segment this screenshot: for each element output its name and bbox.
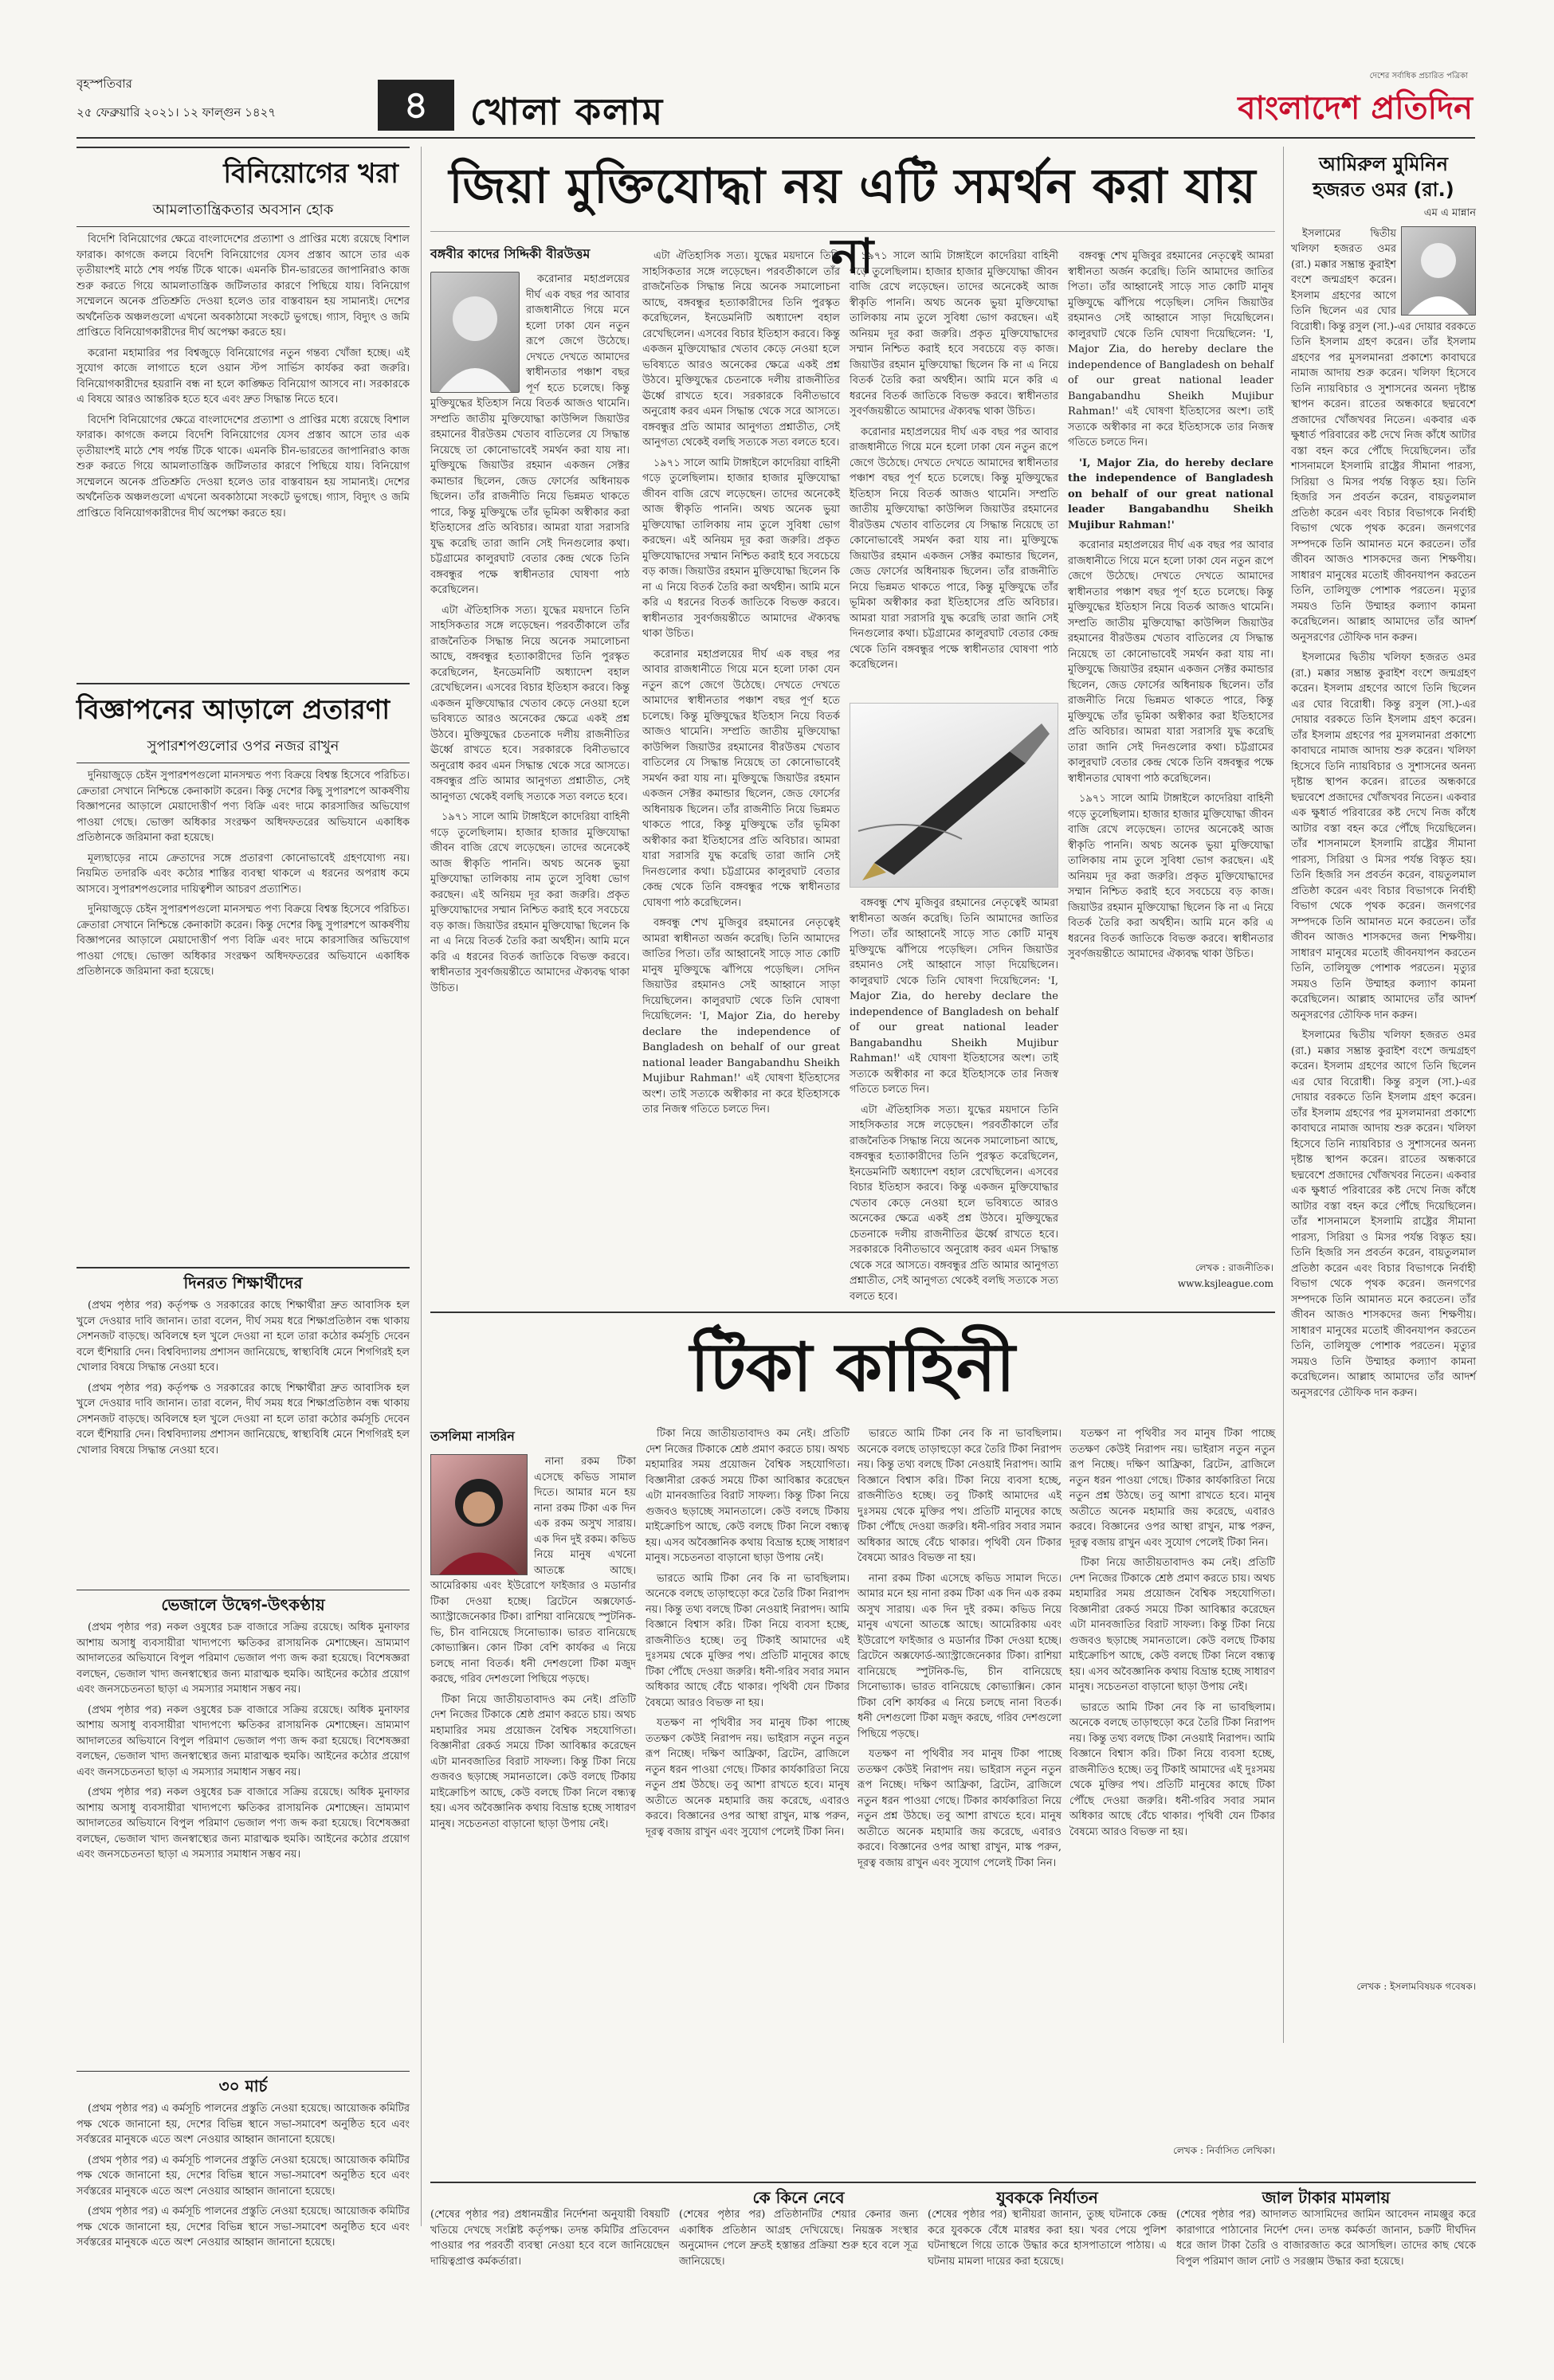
paragraph: ১৯৭১ সালে আমি টাঙ্গাইলে কাদেরিয়া বাহিনী গড়ে তুলেছিলাম। হাজার হাজার মুক্তিযোদ্ধা জীবন বাজি রেখে লড়েছেন। তাদের অনেকেই আজ স্বীকৃতি পাননি। অথচ অনেক ভুয়া মুক্তিযোদ্ধা তালিকায় নাম তুলে সুবিধা ভোগ করছেন। এই অনিয়ম দূর করা জরুরি। প্রকৃত মুক্তিযোদ্ধাদের সম্মান নিশ্চিত করাই হবে সবচেয়ে বড় কাজ। জিয়াউর রহমান মুক্তিযোদ্ধা ছিলেন কি না এ নিয়ে বিতর্ক তৈরি করা অর্থহীন। আমি মনে করি এ ধরনের বিতর্ক জাতিকে বিভক্ত করবে। স্বাধীনতার সুবর্ণজয়ন্তীতে আমাদের ঐক্যবদ্ধ থাকা উচিত। xyxy=(850,250,1058,418)
bottom-row xyxy=(430,2186,1476,2306)
section-title: খোলা কলাম xyxy=(470,90,665,133)
author-portrait-icon xyxy=(1402,227,1475,315)
news-30-march-body xyxy=(77,2101,410,2380)
paragraph: (প্রথম পৃষ্ঠার পর) নকল ওষুধের চক্র বাজারে সক্রিয় রয়েছে। অধিক মুনাফার আশায় অসাধু ব্যবসায়ীরা খাদ্যপণ্যে ক্ষতিকর রাসায়নিক মেশাচ্ছেন। ভ্রাম্যমাণ আদালতের অভিযানে বিপুল পরিমাণ ভেজাল পণ্য জব্দ করা হয়েছে। বিশেষজ্ঞরা বলছেন, ভেজাল খাদ্য জনস্বাস্থ্যের জন্য মারাত্মক হুমকি। আইনের কঠোর প্রয়োগ এবং জনসচেতনতা ছাড়া এ সমস্যার সমাধান সম্ভব নয়। xyxy=(77,1786,410,1860)
bottom-news-1 xyxy=(430,2186,669,2301)
editorial-1 xyxy=(77,147,410,678)
bottom-news-1-title xyxy=(430,2186,669,2207)
editorial-2-subtitle: সুপারশপগুলোর ওপর নজর রাখুন xyxy=(77,735,410,763)
paragraph: ইসলামের দ্বিতীয় খলিফা হজরত ওমর (রা.) মক্কার সম্ভ্রান্ত কুরাইশ বংশে জন্মগ্রহণ করেন। ইসলাম গ্রহণের আগে তিনি ছিলেন এর ঘোর বিরোধী। কিন্তু রসুল (সা.)-এর দোয়ার বরকতে তিনি ইসলাম গ্রহণ করেন। তাঁর ইসলাম গ্রহণের পর মুসলমানরা প্রকাশ্যে কাবাঘরে নামাজ আদায় শুরু করেন। খলিফা হিসেবে তিনি ন্যায়বিচার ও সুশাসনের অনন্য দৃষ্টান্ত স্থাপন করেন। রাতের অন্ধকারে ছদ্মবেশে প্রজাদের খোঁজখবর নিতেন। একবার এক ক্ষুধার্ত পরিবারের কষ্ট দেখে নিজ কাঁধে আটার বস্তা বহন করে পৌঁছে দিয়েছিলেন। তাঁর শাসনামলে ইসলামি রাষ্ট্রের সীমানা পারস্য, সিরিয়া ও মিসর পর্যন্ত বিস্তৃত হয়। তিনি হিজরি সন প্রবর্তন করেন, বায়তুলমাল প্রতিষ্ঠা করেন এবং বিচার বিভাগকে নির্বাহী বিভাগ থেকে পৃথক করেন। জনগণের সম্পদকে তিনি আমানত মনে করতেন। তাঁর জীবন আজও শাসকদের জন্য শিক্ষণীয়। সাধারণ মানুষের মতোই জীবনযাপন করতেন তিনি, তালিযুক্ত পোশাক পরতেন। মৃত্যুর সময়ও তিনি উম্মাহর কল্যাণ কামনা করেছিলেন। আল্লাহ আমাদের তাঁর আদর্শ অনুসরণের তৌফিক দান করুন। xyxy=(1291,227,1476,644)
second-headline-box xyxy=(653,1319,1052,1415)
paragraph: যতক্ষণ না পৃথিবীর সব মানুষ টিকা পাচ্ছে ততক্ষণ কেউই নিরাপদ নয়। ভাইরাস নতুন নতুন রূপ নিচ্ছে। দক্ষিণ আফ্রিকা, ব্রিটেন, ব্রাজিলে নতুন ধরন পাওয়া গেছে। টিকার কার্যকারিতা নিয়ে নতুন প্রশ্ন উঠছে। তবু আশা রাখতে হবে। মানুষ অতীতে অনেক মহামারি জয় করেছে, এবারও করবে। বিজ্ঞানের ওপর আস্থা রাখুন, মাস্ক পরুন, দূরত্ব বজায় রাখুন এবং সুযোগ পেলেই টিকা নিন। xyxy=(857,1748,1062,1869)
islamic-author-photo xyxy=(1401,226,1476,316)
paragraph: ভারতে আমি টিকা নেব কি না ভাবছিলাম। অনেকে বলছে তাড়াহুড়ো করে তৈরি টিকা নিরাপদ নয়। কিন্তু তথ্য বলছে টিকা নেওয়াই নিরাপদ। আমি বিজ্ঞানে বিশ্বাস করি। টিকা নিয়ে ব্যবসা হচ্ছে, রাজনীতিও হচ্ছে। তবু টিকাই আমাদের এই দুঃসময় থেকে মুক্তির পথ। প্রতিটি মানুষের কাছে টিকা পৌঁছে দেওয়া জরুরি। ধনী-গরিব সবার সমান অধিকার আছে বেঁচে থাকার। পৃথিবী যেন টিকার বৈষম্যে আরও বিভক্ত না হয়। xyxy=(857,1428,1062,1564)
paragraph: দুনিয়াজুড়ে চেইন সুপারশপগুলো মানসম্মত পণ্য বিক্রয়ে বিশ্বস্ত হিসেবে পরিচিত। ক্রেতারা সেখানে নিশ্চিন্তে কেনাকাটা করেন। কিন্তু দেশের কিছু সুপারশপে আকর্ষণীয় বিজ্ঞাপনের আড়ালে মেয়াদোত্তীর্ণ পণ্য বিক্রি এবং দামে কারসাজির অভিযোগ পাওয়া গেছে। ভোক্তা অধিকার সংরক্ষণ অধিদফতরের অভিযানে একাধিক প্রতিষ্ঠানকে জরিমানা করা হয়েছে। xyxy=(77,904,410,978)
article-divider xyxy=(430,1312,1275,1313)
editorial-column xyxy=(77,147,410,2380)
paragraph: ভারতে আমি টিকা নেব কি না ভাবছিলাম। অনেকে বলছে তাড়াহুড়ো করে তৈরি টিকা নিরাপদ নয়। কিন্তু তথ্য বলছে টিকা নেওয়াই নিরাপদ। আমি বিজ্ঞানে বিশ্বাস করি। টিকা নিয়ে ব্যবসা হচ্ছে, রাজনীতিও হচ্ছে। তবু টিকাই আমাদের এই দুঃসময় থেকে মুক্তির পথ। প্রতিটি মানুষের কাছে টিকা পৌঁছে দেওয়া জরুরি। ধনী-গরিব সবার সমান অধিকার আছে বেঁচে থাকার। পৃথিবী যেন টিকার বৈষম্যে আরও বিভক্ত না হয়। xyxy=(1069,1701,1275,1838)
paragraph: নানা রকম টিকা এসেছে কভিড সামাল দিতে। আমার মনে হয় নানা রকম টিকা এক দিন এক রকম অসুখ সারায়। এক দিন দুই রকম। কভিড নিয়ে মানুষ এখনো আতঙ্কে আছে। আমেরিকায় এবং ইউরোপে ফাইজার ও মডার্নার টিকা দেওয়া হচ্ছে। ব্রিটেনে অক্সফোর্ড-অ্যাস্ট্রাজেনেকার টিকা। রাশিয়া বানিয়েছে স্পুটনিক-ভি, চীন বানিয়েছে সিনোভ্যাক। ভারত বানিয়েছে কোভ্যাক্সিন। কোন টিকা বেশি কার্যকর এ নিয়ে চলছে নানা বিতর্ক। ধনী দেশগুলো টিকা মজুদ করছে, গরিব দেশগুলো পিছিয়ে পড়ছে। xyxy=(430,1456,636,1685)
quote-english: 'I, Major Zia, do hereby declare the independence of Bangladesh on behalf of our great national leader Bangabandhu Sheikh Mujibur Rahman!' xyxy=(1068,457,1273,531)
paragraph: বঙ্গবন্ধু শেখ মুজিবুর রহমানের নেতৃত্বেই আমরা স্বাধীনতা অর্জন করেছি। তিনি আমাদের জাতির পিতা। তাঁর আহ্বানেই সাড়ে সাত কোটি মানুষ মুক্তিযুদ্ধে ঝাঁপিয়ে পড়েছিল। সেদিন জিয়াউর রহমানও সেই আহ্বানে সাড়া দিয়েছিলেন। কালুরঘাট থেকে তিনি ঘোষণা দিয়েছিলেন: 'I, Major Zia, do hereby declare the independence of Bangladesh on behalf of our great national leader Bangabandhu Sheikh Mujibur Rahman!' এই ঘোষণা ইতিহাসের অংশ। তাই সত্যকে অস্বীকার না করে ইতিহাসকে তার নিজস্ব গতিতে চলতে দিন। xyxy=(850,897,1058,1096)
bottom-news-3-body: (শেষের পৃষ্ঠার পর) স্থানীয়রা জানান, তুচ্ছ ঘটনাকে কেন্দ্র করে যুবককে বেঁধে মারধর করা হয়। খবর পেয়ে পুলিশ ঘটনাস্থলে গিয়ে তাকে উদ্ধার করে হাসপাতালে পাঠায়। এ ঘটনায় মামলা দায়ের করা হয়েছে। xyxy=(928,2209,1167,2268)
bottom-news-4-body: (শেষের পৃষ্ঠার পর) আদালত আসামিদের জামিন আবেদন নামঞ্জুর করে কারাগারে পাঠানোর নির্দেশ দেন। তদন্ত কর্মকর্তা জানান, চক্রটি দীর্ঘদিন ধরে জাল টাকা তৈরি ও বাজারজাত করে আসছিল। তাদের কাছ থেকে বিপুল পরিমাণ জাল নোট ও সরঞ্জাম উদ্ধার করা হয়েছে। xyxy=(1176,2209,1476,2268)
bottom-divider xyxy=(430,2182,1476,2183)
paragraph: (প্রথম পৃষ্ঠার পর) কর্তৃপক্ষ ও সরকারের কাছে শিক্ষার্থীরা দ্রুত আবাসিক হল খুলে দেওয়ার দাবি জানান। তারা বলেন, দীর্ঘ সময় ধরে শিক্ষাপ্রতিষ্ঠান বন্ধ থাকায় সেশনজট বাড়ছে। অবিলম্বে হল খুলে দেওয়া না হলে তারা কঠোর কর্মসূচি দেবেন বলে হুঁশিয়ারি দেন। বিশ্ববিদ্যালয় প্রশাসন জানিয়েছে, স্বাস্থ্যবিধি মেনে শিগগিরই হল খোলার বিষয়ে সিদ্ধান্ত নেওয়া হবে। xyxy=(77,1300,410,1374)
second-byline: তসলিমা নাসরিন xyxy=(430,1429,515,1444)
main-col-1 xyxy=(430,242,630,1302)
author-portrait-icon xyxy=(431,273,519,392)
bottom-news-1-body: (শেষের পৃষ্ঠার পর) প্রধানমন্ত্রীর নির্দেশনা অনুযায়ী বিষয়টি খতিয়ে দেখছে সংশ্লিষ্ট কর্তৃপক্ষ। তদন্ত কমিটির প্রতিবেদন পাওয়ার পর পরবর্তী ব্যবস্থা নেওয়া হবে বলে জানিয়েছেন দায়িত্বপ্রাপ্ত কর্মকর্তারা। xyxy=(430,2209,669,2268)
bottom-news-4-title: জাল টাকার মামলায় xyxy=(1262,2188,1391,2207)
paragraph: যতক্ষণ না পৃথিবীর সব মানুষ টিকা পাচ্ছে ততক্ষণ কেউই নিরাপদ নয়। ভাইরাস নতুন নতুন রূপ নিচ্ছে। দক্ষিণ আফ্রিকা, ব্রিটেন, ব্রাজিলে নতুন ধরন পাওয়া গেছে। টিকার কার্যকারিতা নিয়ে নতুন প্রশ্ন উঠছে। তবু আশা রাখতে হবে। মানুষ অতীতে অনেক মহামারি জয় করেছে, এবারও করবে। বিজ্ঞানের ওপর আস্থা রাখুন, মাস্ক পরুন, দূরত্ব বজায় রাখুন এবং সুযোগ পেলেই টিকা নিন। xyxy=(646,1717,850,1838)
second-body-2 xyxy=(646,1426,850,2175)
paragraph: নানা রকম টিকা এসেছে কভিড সামাল দিতে। আমার মনে হয় নানা রকম টিকা এক দিন এক রকম অসুখ সারায়। এক দিন দুই রকম। কভিড নিয়ে মানুষ এখনো আতঙ্কে আছে। আমেরিকায় এবং ইউরোপে ফাইজার ও মডার্নার টিকা দেওয়া হচ্ছে। ব্রিটেনে অক্সফোর্ড-অ্যাস্ট্রাজেনেকার টিকা। রাশিয়া বানিয়েছে স্পুটনিক-ভি, চীন বানিয়েছে সিনোভ্যাক। ভারত বানিয়েছে কোভ্যাক্সিন। কোন টিকা বেশি কার্যকর এ নিয়ে চলছে নানা বিতর্ক। ধনী দেশগুলো টিকা মজুদ করছে, গরিব দেশগুলো পিছিয়ে পড়ছে। xyxy=(857,1572,1062,1740)
second-body-4 xyxy=(1069,1426,1275,2143)
main-website-link[interactable]: www.ksjleague.com xyxy=(1177,1277,1273,1289)
paragraph: দুনিয়াজুড়ে চেইন সুপারশপগুলো মানসম্মত পণ্য বিক্রয়ে বিশ্বস্ত হিসেবে পরিচিত। ক্রেতারা সেখানে নিশ্চিন্তে কেনাকাটা করেন। কিন্তু দেশের কিছু সুপারশপে আকর্ষণীয় বিজ্ঞাপনের আড়ালে মেয়াদোত্তীর্ণ পণ্য বিক্রি এবং দামে কারসাজির অভিযোগ পাওয়া গেছে। ভোক্তা অধিকার সংরক্ষণ অধিদফতরের অভিযানে একাধিক প্রতিষ্ঠানকে জরিমানা করা হয়েছে। xyxy=(77,770,410,844)
main-headline: জিয়া মুক্তিযোদ্ধা নয় এটি সমর্থন করা যায় না xyxy=(449,159,1257,284)
page-number: ৪ xyxy=(378,80,454,131)
second-author-photo xyxy=(430,1454,528,1575)
paragraph: টিকা নিয়ে জাতীয়তাবাদও কম নেই। প্রতিটি দেশ নিজের টিকাকে শ্রেষ্ঠ প্রমাণ করতে চায়। অথচ মহামারির সময় প্রয়োজন বৈশ্বিক সহযোগিতা। বিজ্ঞানীরা রেকর্ড সময়ে টিকা আবিষ্কার করেছেন এটা মানবজাতির বিরাট সাফল্য। কিন্তু টিকা নিয়ে গুজবও ছড়াচ্ছে সমানতালে। কেউ বলছে টিকায় মাইক্রোচিপ আছে, কেউ বলছে টিকা নিলে বন্ধ্যত্ব হয়। এসব অবৈজ্ঞানিক কথায় বিভ্রান্ত হচ্ছে সাধারণ মানুষ। সচেতনতা বাড়ানো ছাড়া উপায় নেই। xyxy=(646,1428,850,1564)
paragraph: ১৯৭১ সালে আমি টাঙ্গাইলে কাদেরিয়া বাহিনী গড়ে তুলেছিলাম। হাজার হাজার মুক্তিযোদ্ধা জীবন বাজি রেখে লড়েছেন। তাদের অনেকেই আজ স্বীকৃতি পাননি। অথচ অনেক ভুয়া মুক্তিযোদ্ধা তালিকায় নাম তুলে সুবিধা ভোগ করছেন। এই অনিয়ম দূর করা জরুরি। প্রকৃত মুক্তিযোদ্ধাদের সম্মান নিশ্চিত করাই হবে সবচেয়ে বড় কাজ। জিয়াউর রহমান মুক্তিযোদ্ধা ছিলেন কি না এ নিয়ে বিতর্ক তৈরি করা অর্থহীন। আমি মনে করি এ ধরনের বিতর্ক জাতিকে বিভক্ত করবে। স্বাধীনতার সুবর্ণজয়ন্তীতে আমাদের ঐক্যবদ্ধ থাকা উচিত। xyxy=(642,457,840,640)
paragraph: এটা ঐতিহাসিক সত্য। যুদ্ধের ময়দানে তিনি সাহসিকতার সঙ্গে লড়েছেন। পরবর্তীকালে তাঁর রাজনৈতিক সিদ্ধান্ত নিয়ে অনেক সমালোচনা আছে, বঙ্গবন্ধুর হত্যাকারীদের তিনি পুরস্কৃত করেছিলেন, ইনডেমনিটি অধ্যাদেশ বহাল রেখেছিলেন। এসবের বিচার ইতিহাস করবে। কিন্তু একজন মুক্তিযোদ্ধার খেতাব কেড়ে নেওয়া হলে ভবিষ্যতে আরও অনেকের ক্ষেত্রে একই প্রশ্ন উঠবে। মুক্তিযুদ্ধের চেতনাকে দলীয় রাজনীতির ঊর্ধ্বে রাখতে হবে। সরকারকে বিনীতভাবে অনুরোধ করব এমন সিদ্ধান্ত থেকে সরে আসতে। বঙ্গবন্ধুর প্রতি আমার আনুগত্য প্রশ্নাতীত, সেই আনুগত্য থেকেই বলছি সত্যকে সত্য বলতে হবে। xyxy=(642,250,840,449)
second-headline: টিকা কাহিনী xyxy=(690,1328,1015,1406)
masthead-rule xyxy=(77,137,1475,139)
paragraph: ১৯৭১ সালে আমি টাঙ্গাইলে কাদেরিয়া বাহিনী গড়ে তুলেছিলাম। হাজার হাজার মুক্তিযোদ্ধা জীবন বাজি রেখে লড়েছেন। তাদের অনেকেই আজ স্বীকৃতি পাননি। অথচ অনেক ভুয়া মুক্তিযোদ্ধা তালিকায় নাম তুলে সুবিধা ভোগ করছেন। এই অনিয়ম দূর করা জরুরি। প্রকৃত মুক্তিযোদ্ধাদের সম্মান নিশ্চিত করাই হবে সবচেয়ে বড় কাজ। জিয়াউর রহমান মুক্তিযোদ্ধা ছিলেন কি না এ নিয়ে বিতর্ক তৈরি করা অর্থহীন। আমি মনে করি এ ধরনের বিতর্ক জাতিকে বিভক্ত করবে। স্বাধীনতার সুবর্ণজয়ন্তীতে আমাদের ঐক্যবদ্ধ থাকা উচিত। xyxy=(430,811,630,994)
paragraph: করোনার মহাপ্রলয়ের দীর্ঘ এক বছর পর আবার রাজধানীতে গিয়ে মনে হলো ঢাকা যেন নতুন রূপে জেগে উঠেছে। দেখতে দেখতে আমাদের স্বাধীনতার পঞ্চাশ বছর পূর্ণ হতে চলেছে। কিন্তু মুক্তিযুদ্ধের ইতিহাস নিয়ে বিতর্ক আজও থামেনি। সম্প্রতি জাতীয় মুক্তিযোদ্ধা কাউন্সিল জিয়াউর রহমানের বীরউত্তম খেতাব বাতিলের যে সিদ্ধান্ত নিয়েছে তা কোনোভাবেই সমর্থন করা যায় না। মুক্তিযুদ্ধে জিয়াউর রহমান একজন সেক্টর কমান্ডার ছিলেন, জেড ফোর্সের অধিনায়ক ছিলেন। তাঁর রাজনীতি নিয়ে ভিন্নমত থাকতে পারে, কিন্তু মুক্তিযুদ্ধে তাঁর ভূমিকা অস্বীকার করা ইতিহাসের প্রতি অবিচার। আমরা যারা সরাসরি যুদ্ধ করেছি তারা জানি সেই দিনগুলোর কথা। চট্টগ্রামের কালুরঘাট বেতার কেন্দ্র থেকে তিনি বঙ্গবন্ধুর পক্ষে স্বাধীনতার ঘোষণা পাঠ করেছিলেন। xyxy=(430,273,630,596)
paragraph: টিকা নিয়ে জাতীয়তাবাদও কম নেই। প্রতিটি দেশ নিজের টিকাকে শ্রেষ্ঠ প্রমাণ করতে চায়। অথচ মহামারির সময় প্রয়োজন বৈশ্বিক সহযোগিতা। বিজ্ঞানীরা রেকর্ড সময়ে টিকা আবিষ্কার করেছেন এটা মানবজাতির বিরাট সাফল্য। কিন্তু টিকা নিয়ে গুজবও ছড়াচ্ছে সমানতালে। কেউ বলছে টিকায় মাইক্রোচিপ আছে, কেউ বলছে টিকা নিলে বন্ধ্যত্ব হয়। এসব অবৈজ্ঞানিক কথায় বিভ্রান্ত হচ্ছে সাধারণ মানুষ। সচেতনতা বাড়ানো ছাড়া উপায় নেই। xyxy=(1069,1557,1275,1693)
news-vejal-title: ভেজালে উদ্বেগ-উৎকণ্ঠায় xyxy=(161,1595,325,1614)
editorial-2-title: বিজ্ঞাপনের আড়ালে প্রতারণা xyxy=(77,694,390,726)
author-portrait-icon xyxy=(431,1455,527,1574)
fountain-pen-icon xyxy=(850,704,1059,887)
second-body-3 xyxy=(857,1426,1062,2175)
editorial-1-title: বিনিয়োগের খরা xyxy=(223,158,398,190)
editorial-1-body xyxy=(77,232,410,678)
paragraph: বিদেশি বিনিয়োগের ক্ষেত্রে বাংলাদেশের প্রত্যাশা ও প্রাপ্তির মধ্যে রয়েছে বিশাল ফারাক। কাগজে কলমে বিদেশি বিনিয়োগের যেসব প্রস্তাব আসে তার এক তৃতীয়াংশই মাঠে শেষ পর্যন্ত টিকে থাকে। এমনকি চীন-ভারতের জাপানিরাও কাজ শুরু করতে গিয়ে আমলাতান্ত্রিক জটিলতার কারণে পিছিয়ে যায়। বিনিয়োগ সম্মেলনে অনেক প্রতিশ্রুতি দেওয়া হলেও তার বাস্তবায়ন হয় সামান্যই। দেশের অর্থনৈতিক অঞ্চলগুলো এখনো অবকাঠামো সংকটে ভুগছে। গ্যাস, বিদ্যুৎ ও জমি প্রাপ্তিতে বিনিয়োগকারীদের দীর্ঘ অপেক্ষা করতে হয়। xyxy=(77,414,410,520)
paragraph: করোনা মহামারির পর বিশ্বজুড়ে বিনিয়োগের নতুন গন্তব্য খোঁজা হচ্ছে। এই সুযোগ কাজে লাগাতে হলে ওয়ান স্টপ সার্ভিস কার্যকর করা জরুরি। বিনিয়োগকারীদের হয়রানি বন্ধ না হলে কাঙ্ক্ষিত বিনিয়োগ আসবে না। সরকারকে এ বিষয়ে আরও আন্তরিক হতে হবে এবং দ্রুত সিদ্ধান্ত নিতে হবে। xyxy=(77,347,410,406)
editorial-2-body xyxy=(77,768,410,1262)
paragraph: যতক্ষণ না পৃথিবীর সব মানুষ টিকা পাচ্ছে ততক্ষণ কেউই নিরাপদ নয়। ভাইরাস নতুন নতুন রূপ নিচ্ছে। দক্ষিণ আফ্রিকা, ব্রিটেন, ব্রাজিলে নতুন ধরন পাওয়া গেছে। টিকার কার্যকারিতা নিয়ে নতুন প্রশ্ন উঠছে। তবু আশা রাখতে হবে। মানুষ অতীতে অনেক মহামারি জয় করেছে, এবারও করবে। বিজ্ঞানের ওপর আস্থা রাখুন, মাস্ক পরুন, দূরত্ব বজায় রাখুন এবং সুযোগ পেলেই টিকা নিন। xyxy=(1069,1428,1275,1549)
paragraph: (প্রথম পৃষ্ঠার পর) কর্তৃপক্ষ ও সরকারের কাছে শিক্ষার্থীরা দ্রুত আবাসিক হল খুলে দেওয়ার দাবি জানান। তারা বলেন, দীর্ঘ সময় ধরে শিক্ষাপ্রতিষ্ঠান বন্ধ থাকায় সেশনজট বাড়ছে। অবিলম্বে হল খুলে দেওয়া না হলে তারা কঠোর কর্মসূচি দেবেন বলে হুঁশিয়ারি দেন। বিশ্ববিদ্যালয় প্রশাসন জানিয়েছে, স্বাস্থ্যবিধি মেনে শিগগিরই হল খোলার বিষয়ে সিদ্ধান্ত নেওয়া হবে। xyxy=(77,1382,410,1457)
paragraph: ইসলামের দ্বিতীয় খলিফা হজরত ওমর (রা.) মক্কার সম্ভ্রান্ত কুরাইশ বংশে জন্মগ্রহণ করেন। ইসলাম গ্রহণের আগে তিনি ছিলেন এর ঘোর বিরোধী। কিন্তু রসুল (সা.)-এর দোয়ার বরকতে তিনি ইসলাম গ্রহণ করেন। তাঁর ইসলাম গ্রহণের পর মুসলমানরা প্রকাশ্যে কাবাঘরে নামাজ আদায় শুরু করেন। খলিফা হিসেবে তিনি ন্যায়বিচার ও সুশাসনের অনন্য দৃষ্টান্ত স্থাপন করেন। রাতের অন্ধকারে ছদ্মবেশে প্রজাদের খোঁজখবর নিতেন। একবার এক ক্ষুধার্ত পরিবারের কষ্ট দেখে নিজ কাঁধে আটার বস্তা বহন করে পৌঁছে দিয়েছিলেন। তাঁর শাসনামলে ইসলামি রাষ্ট্রের সীমানা পারস্য, সিরিয়া ও মিসর পর্যন্ত বিস্তৃত হয়। তিনি হিজরি সন প্রবর্তন করেন, বায়তুলমাল প্রতিষ্ঠা করেন এবং বিচার বিভাগকে নির্বাহী বিভাগ থেকে পৃথক করেন। জনগণের সম্পদকে তিনি আমানত মনে করতেন। তাঁর জীবন আজও শাসকদের জন্য শিক্ষণীয়। সাধারণ মানুষের মতোই জীবনযাপন করতেন তিনি, তালিযুক্ত পোশাক পরতেন। মৃত্যুর সময়ও তিনি উম্মাহর কল্যাণ কামনা করেছিলেন। আল্লাহ আমাদের তাঁর আদর্শ অনুসরণের তৌফিক দান করুন। xyxy=(1291,1029,1476,1399)
news-dinrat-title: দিনরত শিক্ষার্থীদের xyxy=(183,1273,303,1292)
main-col-4 xyxy=(1068,249,1273,1300)
second-col-4 xyxy=(1069,1426,1275,2175)
bottom-news-4 xyxy=(1176,2186,1476,2301)
news-vejal-body xyxy=(77,1620,410,2066)
news-30-march xyxy=(77,2071,410,2380)
paragraph: টিকা নিয়ে জাতীয়তাবাদও কম নেই। প্রতিটি দেশ নিজের টিকাকে শ্রেষ্ঠ প্রমাণ করতে চায়। অথচ মহামারির সময় প্রয়োজন বৈশ্বিক সহযোগিতা। বিজ্ঞানীরা রেকর্ড সময়ে টিকা আবিষ্কার করেছেন এটা মানবজাতির বিরাট সাফল্য। কিন্তু টিকা নিয়ে গুজবও ছড়াচ্ছে সমানতালে। কেউ বলছে টিকায় মাইক্রোচিপ আছে, কেউ বলছে টিকা নিলে বন্ধ্যত্ব হয়। এসব অবৈজ্ঞানিক কথায় বিভ্রান্ত হচ্ছে সাধারণ মানুষ। সচেতনতা বাড়ানো ছাড়া উপায় নেই। xyxy=(430,1693,636,1830)
main-body-4 xyxy=(1068,249,1273,1261)
pen-illustration xyxy=(850,703,1058,888)
paper-tagline: দেশের সর্বাধিক প্রচারিত পত্রিকা xyxy=(1369,72,1468,80)
main-body-2 xyxy=(642,249,840,1300)
main-byline: বঙ্গবীর কাদের সিদ্দিকী বীরউত্তম xyxy=(430,246,591,261)
islamic-column xyxy=(1291,151,1476,2032)
islamic-title: আমিরুল মুমিনিন হজরত ওমর (রা.) xyxy=(1313,153,1454,201)
paragraph: (প্রথম পৃষ্ঠার পর) এ কর্মসূচি পালনের প্রস্তুতি নেওয়া হয়েছে। আয়োজক কমিটির পক্ষ থেকে জানানো হয়, দেশের বিভিন্ন স্থানে সভা-সমাবেশ অনুষ্ঠিত হবে এবং সর্বস্তরের মানুষকে এতে অংশ নেওয়ার আহ্বান জানানো হয়েছে। xyxy=(77,2206,410,2249)
islamic-author-note: লেখক : ইসলামবিষয়ক গবেষক। xyxy=(1356,1980,1476,1992)
news-dinrat xyxy=(77,1267,410,1585)
paragraph: ইসলামের দ্বিতীয় খলিফা হজরত ওমর (রা.) মক্কার সম্ভ্রান্ত কুরাইশ বংশে জন্মগ্রহণ করেন। ইসলাম গ্রহণের আগে তিনি ছিলেন এর ঘোর বিরোধী। কিন্তু রসুল (সা.)-এর দোয়ার বরকতে তিনি ইসলাম গ্রহণ করেন। তাঁর ইসলাম গ্রহণের পর মুসলমানরা প্রকাশ্যে কাবাঘরে নামাজ আদায় শুরু করেন। খলিফা হিসেবে তিনি ন্যায়বিচার ও সুশাসনের অনন্য দৃষ্টান্ত স্থাপন করেন। রাতের অন্ধকারে ছদ্মবেশে প্রজাদের খোঁজখবর নিতেন। একবার এক ক্ষুধার্ত পরিবারের কষ্ট দেখে নিজ কাঁধে আটার বস্তা বহন করে পৌঁছে দিয়েছিলেন। তাঁর শাসনামলে ইসলামি রাষ্ট্রের সীমানা পারস্য, সিরিয়া ও মিসর পর্যন্ত বিস্তৃত হয়। তিনি হিজরি সন প্রবর্তন করেন, বায়তুলমাল প্রতিষ্ঠা করেন এবং বিচার বিভাগকে নির্বাহী বিভাগ থেকে পৃথক করেন। জনগণের সম্পদকে তিনি আমানত মনে করতেন। তাঁর জীবন আজও শাসকদের জন্য শিক্ষণীয়। সাধারণ মানুষের মতোই জীবনযাপন করতেন তিনি, তালিযুক্ত পোশাক পরতেন। মৃত্যুর সময়ও তিনি উম্মাহর কল্যাণ কামনা করেছিলেন। আল্লাহ আমাদের তাঁর আদর্শ অনুসরণের তৌফিক দান করুন। xyxy=(1291,652,1476,1021)
news-30-march-title: ৩০ মার্চ xyxy=(218,2076,268,2096)
news-vejal xyxy=(77,1590,410,2066)
paragraph: (প্রথম পৃষ্ঠার পর) নকল ওষুধের চক্র বাজারে সক্রিয় রয়েছে। অধিক মুনাফার আশায় অসাধু ব্যবসায়ীরা খাদ্যপণ্যে ক্ষতিকর রাসায়নিক মেশাচ্ছেন। ভ্রাম্যমাণ আদালতের অভিযানে বিপুল পরিমাণ ভেজাল পণ্য জব্দ করা হয়েছে। বিশেষজ্ঞরা বলছেন, ভেজাল খাদ্য জনস্বাস্থ্যের জন্য মারাত্মক হুমকি। আইনের কঠোর প্রয়োগ এবং জনসচেতনতা ছাড়া এ সমস্যার সমাধান সম্ভব নয়। xyxy=(77,1704,410,1778)
masthead-date: ২৫ ফেব্রুয়ারি ২০২১। ১২ ফাল্গুন ১৪২৭ xyxy=(77,105,277,120)
main-body-1 xyxy=(430,272,630,1300)
paragraph: (প্রথম পৃষ্ঠার পর) নকল ওষুধের চক্র বাজারে সক্রিয় রয়েছে। অধিক মুনাফার আশায় অসাধু ব্যবসায়ীরা খাদ্যপণ্যে ক্ষতিকর রাসায়নিক মেশাচ্ছেন। ভ্রাম্যমাণ আদালতের অভিযানে বিপুল পরিমাণ ভেজাল পণ্য জব্দ করা হয়েছে। বিশেষজ্ঞরা বলছেন, ভেজাল খাদ্য জনস্বাস্থ্যের জন্য মারাত্মক হুমকি। আইনের কঠোর প্রয়োগ এবং জনসচেতনতা ছাড়া এ সমস্যার সমাধান সম্ভব নয়। xyxy=(77,1621,410,1696)
author-photo xyxy=(430,272,520,393)
masthead-day: বৃহস্পতিবার xyxy=(77,76,132,91)
column-rule xyxy=(1283,147,1284,2043)
second-author-note: লেখক : নির্বাসিত লেখিকা। xyxy=(1173,2145,1275,2156)
column-rule xyxy=(421,147,422,2226)
paragraph: ১৯৭১ সালে আমি টাঙ্গাইলে কাদেরিয়া বাহিনী গড়ে তুলেছিলাম। হাজার হাজার মুক্তিযোদ্ধা জীবন বাজি রেখে লড়েছেন। তাদের অনেকেই আজ স্বীকৃতি পাননি। অথচ অনেক ভুয়া মুক্তিযোদ্ধা তালিকায় নাম তুলে সুবিধা ভোগ করছেন। এই অনিয়ম দূর করা জরুরি। প্রকৃত মুক্তিযোদ্ধাদের সম্মান নিশ্চিত করাই হবে সবচেয়ে বড় কাজ। জিয়াউর রহমান মুক্তিযোদ্ধা ছিলেন কি না এ নিয়ে বিতর্ক তৈরি করা অর্থহীন। আমি মনে করি এ ধরনের বিতর্ক জাতিকে বিভক্ত করবে। স্বাধীনতার সুবর্ণজয়ন্তীতে আমাদের ঐক্যবদ্ধ থাকা উচিত। xyxy=(1068,793,1273,960)
bottom-news-2 xyxy=(679,2186,918,2301)
paragraph: করোনার মহাপ্রলয়ের দীর্ঘ এক বছর পর আবার রাজধানীতে গিয়ে মনে হলো ঢাকা যেন নতুন রূপে জেগে উঠেছে। দেখতে দেখতে আমাদের স্বাধীনতার পঞ্চাশ বছর পূর্ণ হতে চলেছে। কিন্তু মুক্তিযুদ্ধের ইতিহাস নিয়ে বিতর্ক আজও থামেনি। সম্প্রতি জাতীয় মুক্তিযোদ্ধা কাউন্সিল জিয়াউর রহমানের বীরউত্তম খেতাব বাতিলের যে সিদ্ধান্ত নিয়েছে তা কোনোভাবেই সমর্থন করা যায় না। মুক্তিযুদ্ধে জিয়াউর রহমান একজন সেক্টর কমান্ডার ছিলেন, জেড ফোর্সের অধিনায়ক ছিলেন। তাঁর রাজনীতি নিয়ে ভিন্নমত থাকতে পারে, কিন্তু মুক্তিযুদ্ধে তাঁর ভূমিকা অস্বীকার করা ইতিহাসের প্রতি অবিচার। আমরা যারা সরাসরি যুদ্ধ করেছি তারা জানি সেই দিনগুলোর কথা। চট্টগ্রামের কালুরঘাট বেতার কেন্দ্র থেকে তিনি বঙ্গবন্ধুর পক্ষে স্বাধীনতার ঘোষণা পাঠ করেছিলেন। xyxy=(850,425,1058,671)
islamic-byline: এম এ মান্নান xyxy=(1423,207,1476,219)
paragraph: বিদেশি বিনিয়োগের ক্ষেত্রে বাংলাদেশের প্রত্যাশা ও প্রাপ্তির মধ্যে রয়েছে বিশাল ফারাক। কাগজে কলমে বিদেশি বিনিয়োগের যেসব প্রস্তাব আসে তার এক তৃতীয়াংশই মাঠে শেষ পর্যন্ত টিকে থাকে। এমনকি চীন-ভারতের জাপানিরাও কাজ শুরু করতে গিয়ে আমলাতান্ত্রিক জটিলতার কারণে পিছিয়ে যায়। বিনিয়োগ সম্মেলনে অনেক প্রতিশ্রুতি দেওয়া হলেও তার বাস্তবায়ন হয় সামান্যই। দেশের অর্থনৈতিক অঞ্চলগুলো এখনো অবকাঠামো সংকটে ভুগছে। গ্যাস, বিদ্যুৎ ও জমি প্রাপ্তিতে বিনিয়োগকারীদের দীর্ঘ অপেক্ষা করতে হয়। xyxy=(77,233,410,339)
main-col-3 xyxy=(850,249,1058,1303)
paper-name: বাংলাদেশ প্রতিদিন xyxy=(1238,90,1473,127)
main-body-3a xyxy=(850,249,1058,695)
paragraph: করোনার মহাপ্রলয়ের দীর্ঘ এক বছর পর আবার রাজধানীতে গিয়ে মনে হলো ঢাকা যেন নতুন রূপে জেগে উঠেছে। দেখতে দেখতে আমাদের স্বাধীনতার পঞ্চাশ বছর পূর্ণ হতে চলেছে। কিন্তু মুক্তিযুদ্ধের ইতিহাস নিয়ে বিতর্ক আজও থামেনি। সম্প্রতি জাতীয় মুক্তিযোদ্ধা কাউন্সিল জিয়াউর রহমানের বীরউত্তম খেতাব বাতিলের যে সিদ্ধান্ত নিয়েছে তা কোনোভাবেই সমর্থন করা যায় না। মুক্তিযুদ্ধে জিয়াউর রহমান একজন সেক্টর কমান্ডার ছিলেন, জেড ফোর্সের অধিনায়ক ছিলেন। তাঁর রাজনীতি নিয়ে ভিন্নমত থাকতে পারে, কিন্তু মুক্তিযুদ্ধে তাঁর ভূমিকা অস্বীকার করা ইতিহাসের প্রতি অবিচার। আমরা যারা সরাসরি যুদ্ধ করেছি তারা জানি সেই দিনগুলোর কথা। চট্টগ্রামের কালুরঘাট বেতার কেন্দ্র থেকে তিনি বঙ্গবন্ধুর পক্ষে স্বাধীনতার ঘোষণা পাঠ করেছিলেন। xyxy=(1068,539,1273,785)
paragraph: এটা ঐতিহাসিক সত্য। যুদ্ধের ময়দানে তিনি সাহসিকতার সঙ্গে লড়েছেন। পরবর্তীকালে তাঁর রাজনৈতিক সিদ্ধান্ত নিয়ে অনেক সমালোচনা আছে, বঙ্গবন্ধুর হত্যাকারীদের তিনি পুরস্কৃত করেছিলেন, ইনডেমনিটি অধ্যাদেশ বহাল রেখেছিলেন। এসবের বিচার ইতিহাস করবে। কিন্তু একজন মুক্তিযোদ্ধার খেতাব কেড়ে নেওয়া হলে ভবিষ্যতে আরও অনেকের ক্ষেত্রে একই প্রশ্ন উঠবে। মুক্তিযুদ্ধের চেতনাকে দলীয় রাজনীতির ঊর্ধ্বে রাখতে হবে। সরকারকে বিনীতভাবে অনুরোধ করব এমন সিদ্ধান্ত থেকে সরে আসতে। বঙ্গবন্ধুর প্রতি আমার আনুগত্য প্রশ্নাতীত, সেই আনুগত্য থেকেই বলছি সত্যকে সত্য বলতে হবে। xyxy=(430,604,630,803)
bottom-news-3-title: যুবককে নির্যাতন xyxy=(996,2188,1098,2207)
paragraph: বঙ্গবন্ধু শেখ মুজিবুর রহমানের নেতৃত্বেই আমরা স্বাধীনতা অর্জন করেছি। তিনি আমাদের জাতির পিতা। তাঁর আহ্বানেই সাড়ে সাত কোটি মানুষ মুক্তিযুদ্ধে ঝাঁপিয়ে পড়েছিল। সেদিন জিয়াউর রহমানও সেই আহ্বানে সাড়া দিয়েছিলেন। কালুরঘাট থেকে তিনি ঘোষণা দিয়েছিলেন: 'I, Major Zia, do hereby declare the independence of Bangladesh on behalf of our great national leader Bangabandhu Sheikh Mujibur Rahman!' এই ঘোষণা ইতিহাসের অংশ। তাই সত্যকে অস্বীকার না করে ইতিহাসকে তার নিজস্ব গতিতে চলতে দিন। xyxy=(642,917,840,1116)
paragraph: করোনার মহাপ্রলয়ের দীর্ঘ এক বছর পর আবার রাজধানীতে গিয়ে মনে হলো ঢাকা যেন নতুন রূপে জেগে উঠেছে। দেখতে দেখতে আমাদের স্বাধীনতার পঞ্চাশ বছর পূর্ণ হতে চলেছে। কিন্তু মুক্তিযুদ্ধের ইতিহাস নিয়ে বিতর্ক আজও থামেনি। সম্প্রতি জাতীয় মুক্তিযোদ্ধা কাউন্সিল জিয়াউর রহমানের বীরউত্তম খেতাব বাতিলের যে সিদ্ধান্ত নিয়েছে তা কোনোভাবেই সমর্থন করা যায় না। মুক্তিযুদ্ধে জিয়াউর রহমান একজন সেক্টর কমান্ডার ছিলেন, জেড ফোর্সের অধিনায়ক ছিলেন। তাঁর রাজনীতি নিয়ে ভিন্নমত থাকতে পারে, কিন্তু মুক্তিযুদ্ধে তাঁর ভূমিকা অস্বীকার করা ইতিহাসের প্রতি অবিচার। আমরা যারা সরাসরি যুদ্ধ করেছি তারা জানি সেই দিনগুলোর কথা। চট্টগ্রামের কালুরঘাট বেতার কেন্দ্র থেকে তিনি বঙ্গবন্ধুর পক্ষে স্বাধীনতার ঘোষণা পাঠ করেছিলেন। xyxy=(642,648,840,909)
bottom-news-2-body: (শেষের পৃষ্ঠার পর) প্রতিষ্ঠানটির শেয়ার কেনার জন্য একাধিক প্রতিষ্ঠান আগ্রহ দেখিয়েছে। নিয়ন্ত্রক সংস্থার অনুমোদন পেলে দ্রুতই হস্তান্তর প্রক্রিয়া শুরু হবে বলে সূত্র জানিয়েছে। xyxy=(679,2209,918,2268)
paragraph: বঙ্গবন্ধু শেখ মুজিবুর রহমানের নেতৃত্বেই আমরা স্বাধীনতা অর্জন করেছি। তিনি আমাদের জাতির পিতা। তাঁর আহ্বানেই সাড়ে সাত কোটি মানুষ মুক্তিযুদ্ধে ঝাঁপিয়ে পড়েছিল। সেদিন জিয়াউর রহমানও সেই আহ্বানে সাড়া দিয়েছিলেন। কালুরঘাট থেকে তিনি ঘোষণা দিয়েছিলেন: 'I, Major Zia, do hereby declare the independence of Bangladesh on behalf of our great national leader Bangabandhu Sheikh Mujibur Rahman!' এই ঘোষণা ইতিহাসের অংশ। তাই সত্যকে অস্বীকার না করে ইতিহাসকে তার নিজস্ব গতিতে চলতে দিন। xyxy=(1068,250,1273,449)
paragraph: (প্রথম পৃষ্ঠার পর) এ কর্মসূচি পালনের প্রস্তুতি নেওয়া হয়েছে। আয়োজক কমিটির পক্ষ থেকে জানানো হয়, দেশের বিভিন্ন স্থানে সভা-সমাবেশ অনুষ্ঠিত হবে এবং সর্বস্তরের মানুষকে এতে অংশ নেওয়ার আহ্বান জানানো হয়েছে। xyxy=(77,2154,410,2198)
paragraph: এটা ঐতিহাসিক সত্য। যুদ্ধের ময়দানে তিনি সাহসিকতার সঙ্গে লড়েছেন। পরবর্তীকালে তাঁর রাজনৈতিক সিদ্ধান্ত নিয়ে অনেক সমালোচনা আছে, বঙ্গবন্ধুর হত্যাকারীদের তিনি পুরস্কৃত করেছিলেন, ইনডেমনিটি অধ্যাদেশ বহাল রেখেছিলেন। এসবের বিচার ইতিহাস করবে। কিন্তু একজন মুক্তিযোদ্ধার খেতাব কেড়ে নেওয়া হলে ভবিষ্যতে আরও অনেকের ক্ষেত্রে একই প্রশ্ন উঠবে। মুক্তিযুদ্ধের চেতনাকে দলীয় রাজনীতির ঊর্ধ্বে রাখতে হবে। সরকারকে বিনীতভাবে অনুরোধ করব এমন সিদ্ধান্ত থেকে সরে আসতে। বঙ্গবন্ধুর প্রতি আমার আনুগত্য প্রশ্নাতীত, সেই আনুগত্য থেকেই বলছি সত্যকে সত্য বলতে হবে। xyxy=(850,1104,1058,1303)
paper-logo xyxy=(1234,67,1473,135)
bottom-news-2-title: কে কিনে নেবে xyxy=(752,2188,845,2207)
news-dinrat-body xyxy=(77,1298,410,1585)
bottom-news-3 xyxy=(928,2186,1167,2301)
main-author-note: লেখক : রাজনীতিক। xyxy=(1195,1262,1273,1273)
second-col-1 xyxy=(430,1426,636,2175)
editorial-1-subtitle: আমলাতান্ত্রিকতার অবসান হোক xyxy=(77,198,410,227)
main-body-3b xyxy=(850,896,1058,1303)
editorial-2 xyxy=(77,683,410,1262)
islamic-body xyxy=(1291,226,1476,1979)
paragraph: মূল্যছাড়ের নামে ক্রেতাদের সঙ্গে প্রতারণা কোনোভাবেই গ্রহণযোগ্য নয়। নিয়মিত তদারকি এবং কঠোর শাস্তির ব্যবস্থা থাকলে এ ধরনের অপরাধ কমে আসবে। সুপারশপগুলোর দায়িত্বশীল আচরণ প্রত্যাশিত। xyxy=(77,852,410,896)
paragraph: (প্রথম পৃষ্ঠার পর) এ কর্মসূচি পালনের প্রস্তুতি নেওয়া হয়েছে। আয়োজক কমিটির পক্ষ থেকে জানানো হয়, দেশের বিভিন্ন স্থানে সভা-সমাবেশ অনুষ্ঠিত হবে এবং সর্বস্তরের মানুষকে এতে অংশ নেওয়ার আহ্বান জানানো হয়েছে। xyxy=(77,2103,410,2146)
paragraph: ভারতে আমি টিকা নেব কি না ভাবছিলাম। অনেকে বলছে তাড়াহুড়ো করে তৈরি টিকা নিরাপদ নয়। কিন্তু তথ্য বলছে টিকা নেওয়াই নিরাপদ। আমি বিজ্ঞানে বিশ্বাস করি। টিকা নিয়ে ব্যবসা হচ্ছে, রাজনীতিও হচ্ছে। তবু টিকাই আমাদের এই দুঃসময় থেকে মুক্তির পথ। প্রতিটি মানুষের কাছে টিকা পৌঁছে দেওয়া জরুরি। ধনী-গরিব সবার সমান অধিকার আছে বেঁচে থাকার। পৃথিবী যেন টিকার বৈষম্যে আরও বিভক্ত না হয়। xyxy=(646,1572,850,1709)
